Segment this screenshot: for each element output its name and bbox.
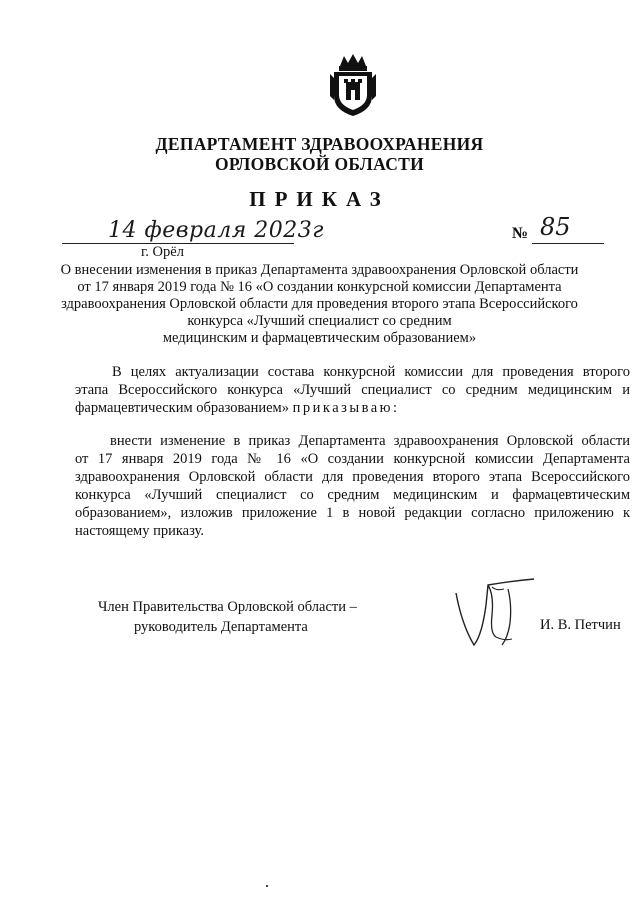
subject-line: конкурса «Лучший специалист со средним [187, 313, 452, 329]
signatory-position [98, 597, 357, 637]
coat-of-arms-emblem [326, 52, 380, 118]
order-word: приказываю: [292, 400, 400, 416]
number-label: № [512, 225, 529, 242]
number-underline [532, 243, 604, 244]
organization-name-line1: ДЕПАРТАМЕНТ ЗДРАВООХРАНЕНИЯ [155, 134, 484, 154]
body-paragraph-line: настоящему приказу. [75, 523, 204, 539]
handwritten-signature [452, 575, 542, 655]
scan-speck [266, 885, 268, 887]
body-paragraph-line: этапа Всероссийского конкурса «Лучший специалист со средним медицинским и [75, 382, 630, 398]
body-paragraph-line: В целях актуализации состава конкурсной комиссии для проведения второго [112, 364, 630, 380]
handwritten-number: 85 [540, 213, 571, 241]
subject-line: от 17 января 2019 года № 16 «О создании конкурсной комиссии Департамента [77, 279, 562, 295]
subject-line: О внесении изменения в приказ Департамента здравоохранения Орловской области [60, 262, 579, 278]
body-paragraph-line: образованием», изложив приложение 1 в новой редакции согласно приложению к [75, 505, 630, 521]
body-paragraph-line: конкурса «Лучший специалист со средним медицинским и фармацевтическим [75, 487, 630, 503]
organization-name-line2: ОРЛОВСКОЙ ОБЛАСТИ [214, 154, 425, 174]
handwritten-date: 14 февраля 2023г [108, 218, 324, 243]
body-paragraph-line: здравоохранения Орловской области для проведения второго этапа Всероссийского [75, 469, 630, 485]
subject-line: медицинским и фармацевтическим образованием» [162, 330, 477, 346]
signatory-position-line2: руководитель Департамента [134, 619, 308, 635]
body-paragraph-line: от 17 января 2019 года № 16 «О создании конкурсной комиссии Департамента [75, 451, 630, 467]
body-paragraph-line [75, 399, 630, 418]
city-label: г. Орёл [141, 244, 184, 260]
signatory-name: И. В. Петчин [540, 617, 621, 633]
subject-line: здравоохранения Орловской области для проведения второго этапа Всероссийского [61, 296, 578, 312]
body-paragraph-line: внести изменение в приказ Департамента здравоохранения Орловской области [110, 433, 630, 449]
signatory-position-line1: Член Правительства Орловской области – [98, 599, 357, 615]
document-type-title: ПРИКАЗ [249, 187, 390, 211]
body-paragraph-text: фармацевтическим образованием» [75, 400, 289, 416]
